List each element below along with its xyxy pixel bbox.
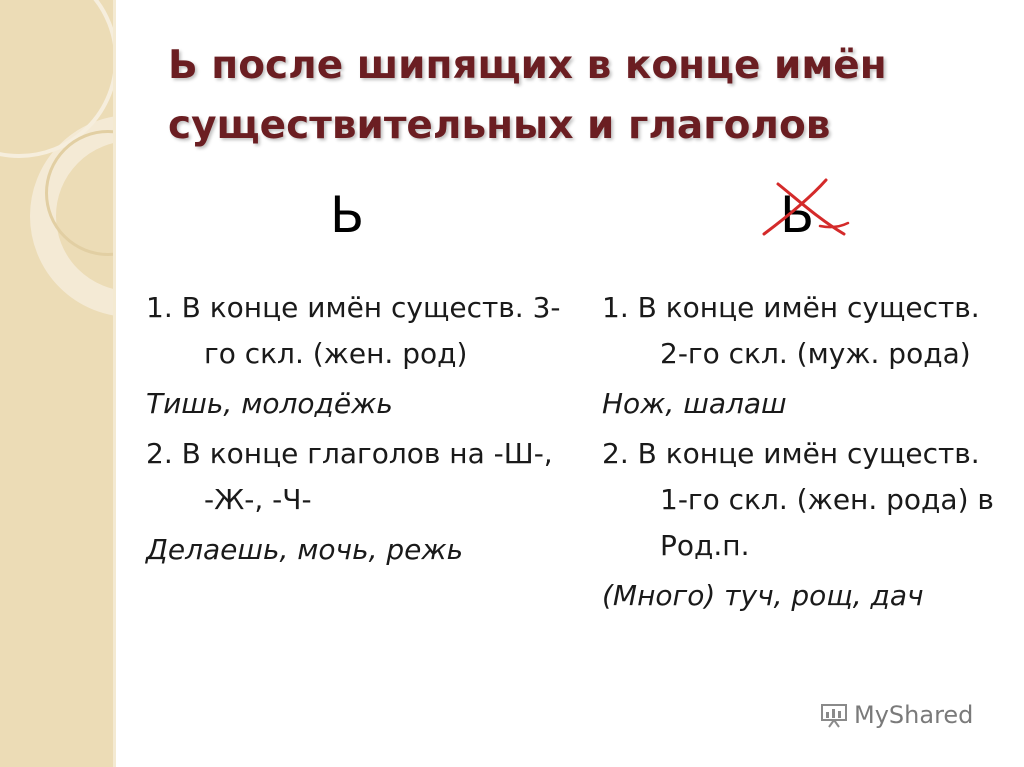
column-with-soft-sign bbox=[146, 285, 576, 577]
rule-example: (Много) туч, рощ, дач bbox=[602, 579, 924, 612]
rule-item: 2. В конце глаголов на -Ш-, -Ж-, -Ч- bbox=[146, 437, 553, 516]
band-edge bbox=[113, 0, 116, 767]
watermark bbox=[820, 700, 973, 730]
rule-example: Нож, шалаш bbox=[602, 387, 787, 420]
rule-item: 2. В конце имён существ. 1-го скл. (жен. рода) в Род.п. bbox=[602, 437, 994, 562]
title-line-2: существительных и глаголов bbox=[168, 103, 831, 148]
title-line-1: Ь после шипящих в конце имён bbox=[168, 43, 887, 88]
watermark-text: MyShared bbox=[854, 701, 974, 729]
decorative-side-band bbox=[0, 0, 113, 767]
rule-item: 1. В конце имён существ. 2-го скл. (муж. рода) bbox=[602, 291, 980, 370]
cross-out-icon bbox=[760, 176, 850, 242]
rule-example: Тишь, молодёжь bbox=[146, 387, 393, 420]
slide-title bbox=[168, 36, 988, 156]
soft-sign-not-required: Ь bbox=[780, 186, 815, 244]
rule-example: Делаешь, мочь, режь bbox=[146, 533, 464, 566]
presentation-board-icon bbox=[820, 702, 848, 728]
column-without-soft-sign bbox=[602, 285, 1002, 623]
rule-item: 1. В конце имён существ. 3-го скл. (жен. род) bbox=[146, 291, 561, 370]
soft-sign-required: Ь bbox=[330, 186, 365, 244]
